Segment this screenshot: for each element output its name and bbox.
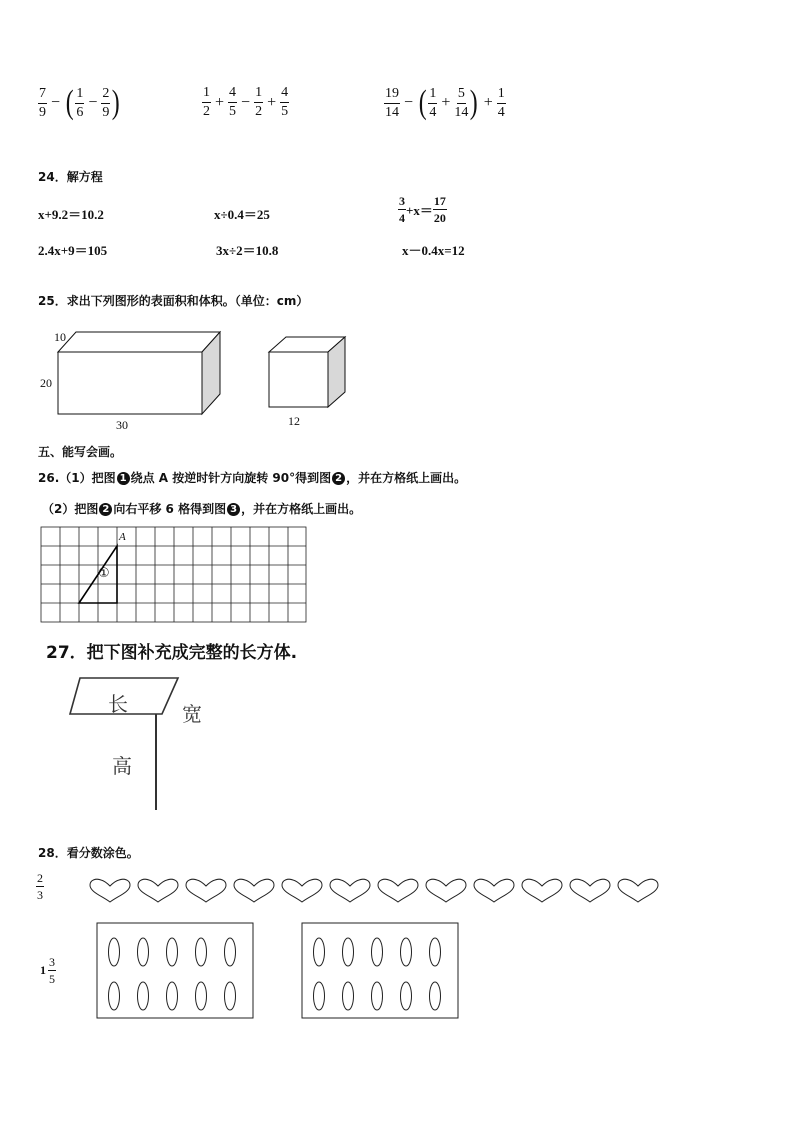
equation-4: 2.4x+9＝105 (38, 243, 108, 258)
heart-icon (90, 879, 130, 902)
label-height: 高 (112, 754, 132, 778)
cuboid-figure (52, 326, 227, 418)
expression-3: $\frac{19}{14}$ − ( $\frac{1}{4}$ + $\frac{5}{14}$ ) + $\frac{1}{4}$ (385, 84, 505, 121)
label-length: 长 (108, 692, 128, 716)
heart-icon (282, 879, 322, 902)
heart-icon (330, 879, 370, 902)
cuboid-depth-label: 10 (54, 330, 66, 344)
cuboid-height-label: 20 (40, 376, 52, 390)
ellipse-box-2 (301, 922, 461, 1020)
cuboid-length-label: 30 (116, 418, 128, 432)
heart-icon (570, 879, 610, 902)
label-width: 宽 (182, 702, 202, 726)
q28-title: 28．看分数涂色。 (38, 846, 139, 860)
q26-line-1: 26.（1）把图 1 绕点 A 按逆时针方向旋转 90°得到图 2 ，并在方格纸上画出。 (38, 471, 467, 485)
cube-figure (266, 334, 348, 410)
point-a-label: A (119, 531, 126, 543)
heart-icon (426, 879, 466, 902)
shape-1-label: ① (98, 566, 110, 581)
section-5-title: 五、能写会画。 (38, 445, 123, 459)
equation-5: 3x÷2＝10.8 (216, 243, 279, 258)
expression-2: $\frac{1}{2}$ + $\frac{4}{5}$ − $\frac{1}{2}$ + $\frac{4}{5}$ (203, 85, 289, 119)
q27-title: 27．把下图补充成完整的长方体. (46, 643, 298, 663)
fraction: $\frac{7}{9}$ (39, 85, 46, 120)
mixed-fraction: 1 $\frac{3}{5}$ (40, 955, 55, 986)
heart-icon (522, 879, 562, 902)
q24-title: 24．解方程 (38, 170, 103, 184)
equation-6: x－0.4x=12 (402, 243, 465, 258)
heart-icon (186, 879, 226, 902)
heart-icon (474, 879, 514, 902)
heart-icon (618, 879, 658, 902)
cube-edge-label: 12 (288, 414, 300, 428)
ellipse-box-1 (96, 922, 256, 1020)
equation-1: x+9.2＝10.2 (38, 207, 104, 222)
equation-3: $\frac{3}{4}$ +x＝ $\frac{17}{20}$ (399, 194, 446, 225)
q26-line-2: （2）把图 2 向右平移 6 格得到图 3 ，并在方格纸上画出。 (42, 502, 362, 516)
heart-icon (234, 879, 274, 902)
fraction-two-thirds: $\frac{2}{3}$ (37, 871, 43, 902)
expression-1: $\frac{7}{9}$ − ( $\frac{1}{6}$ − $\frac{2}{9}$ ) (39, 84, 121, 121)
heart-icon (138, 879, 178, 902)
equation-2: x÷0.4＝25 (214, 207, 270, 222)
q25-title: 25．求出下列图形的表面积和体积。（单位：cm） (38, 294, 309, 308)
grid-paper (40, 526, 308, 624)
hearts-row (88, 876, 664, 904)
heart-icon (378, 879, 418, 902)
